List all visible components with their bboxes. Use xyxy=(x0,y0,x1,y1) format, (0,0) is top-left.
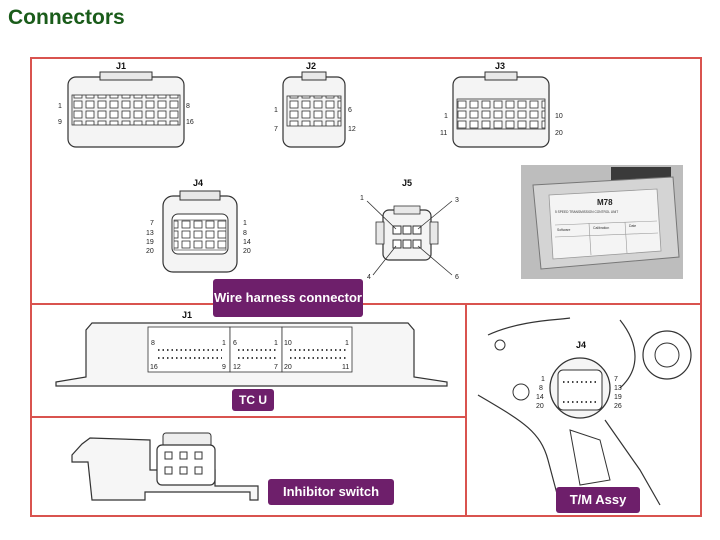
svg-text:8: 8 xyxy=(539,385,543,392)
svg-text:14: 14 xyxy=(536,394,544,401)
page-title: Connectors xyxy=(8,6,125,29)
svg-text:10: 10 xyxy=(555,113,563,120)
svg-text:20: 20 xyxy=(284,364,292,371)
svg-text:19: 19 xyxy=(146,239,154,246)
j4-label: J4 xyxy=(193,178,204,188)
svg-text:14: 14 xyxy=(243,239,251,246)
svg-text:1: 1 xyxy=(345,340,349,347)
svg-text:1: 1 xyxy=(541,376,545,383)
tm-assy-drawing xyxy=(478,318,691,505)
svg-text:8: 8 xyxy=(186,103,190,110)
tcu-drawing xyxy=(56,310,447,386)
connector-j4 xyxy=(146,178,251,272)
svg-text:6: 6 xyxy=(233,340,237,347)
svg-text:1: 1 xyxy=(243,220,247,227)
svg-text:11: 11 xyxy=(440,130,448,137)
tcu-j1-label: J1 xyxy=(182,310,193,320)
svg-text:7: 7 xyxy=(150,220,154,227)
j1-label: J1 xyxy=(116,61,127,71)
svg-text:20: 20 xyxy=(555,130,563,137)
tcu-subtitle: 5 SPEED TRANSMISSION CONTROL UNIT xyxy=(555,210,619,214)
svg-text:Software: Software xyxy=(557,228,571,232)
svg-text:9: 9 xyxy=(222,364,226,371)
connector-j1 xyxy=(58,61,194,147)
svg-text:Calibration: Calibration xyxy=(593,226,610,230)
svg-text:1: 1 xyxy=(274,340,278,347)
connector-j2 xyxy=(274,61,356,147)
connector-j5 xyxy=(360,178,459,281)
tcu-label: TC U xyxy=(232,389,274,411)
svg-text:10: 10 xyxy=(284,340,292,347)
svg-text:12: 12 xyxy=(233,364,241,371)
svg-text:20: 20 xyxy=(243,248,251,255)
svg-text:1: 1 xyxy=(274,107,278,114)
svg-text:9: 9 xyxy=(58,119,62,126)
svg-text:1: 1 xyxy=(444,113,448,120)
connector-j3 xyxy=(440,61,563,147)
svg-text:6: 6 xyxy=(348,107,352,114)
inhibitor-switch-drawing xyxy=(72,433,258,500)
svg-text:6: 6 xyxy=(455,274,459,281)
j2-label: J2 xyxy=(306,61,317,71)
svg-text:19: 19 xyxy=(614,394,622,401)
svg-text:26: 26 xyxy=(614,403,622,410)
tcu-photo xyxy=(521,165,683,279)
svg-text:4: 4 xyxy=(367,274,371,281)
svg-text:11: 11 xyxy=(342,364,350,371)
svg-text:13: 13 xyxy=(146,230,154,237)
tm-j4-label: J4 xyxy=(576,340,587,350)
svg-text:16: 16 xyxy=(186,119,194,126)
svg-text:12: 12 xyxy=(348,126,356,133)
svg-text:7: 7 xyxy=(274,364,278,371)
svg-text:1: 1 xyxy=(360,195,364,202)
svg-text:1: 1 xyxy=(222,340,226,347)
svg-text:16: 16 xyxy=(150,364,158,371)
svg-text:1: 1 xyxy=(58,103,62,110)
svg-text:20: 20 xyxy=(146,248,154,255)
svg-text:20: 20 xyxy=(536,403,544,410)
svg-text:13: 13 xyxy=(614,385,622,392)
inhibitor-switch-label: Inhibitor switch xyxy=(268,479,394,505)
svg-text:8: 8 xyxy=(243,230,247,237)
j3-label: J3 xyxy=(495,61,506,71)
j5-label: J5 xyxy=(402,178,413,188)
wire-harness-label: Wire harness connector xyxy=(213,279,363,317)
tm-assy-label: T/M Assy xyxy=(556,487,640,513)
svg-text:8: 8 xyxy=(151,340,155,347)
tcu-model: M78 xyxy=(597,198,613,207)
svg-text:3: 3 xyxy=(455,197,459,204)
svg-text:7: 7 xyxy=(274,126,278,133)
svg-text:Date: Date xyxy=(629,224,637,228)
svg-text:7: 7 xyxy=(614,376,618,383)
